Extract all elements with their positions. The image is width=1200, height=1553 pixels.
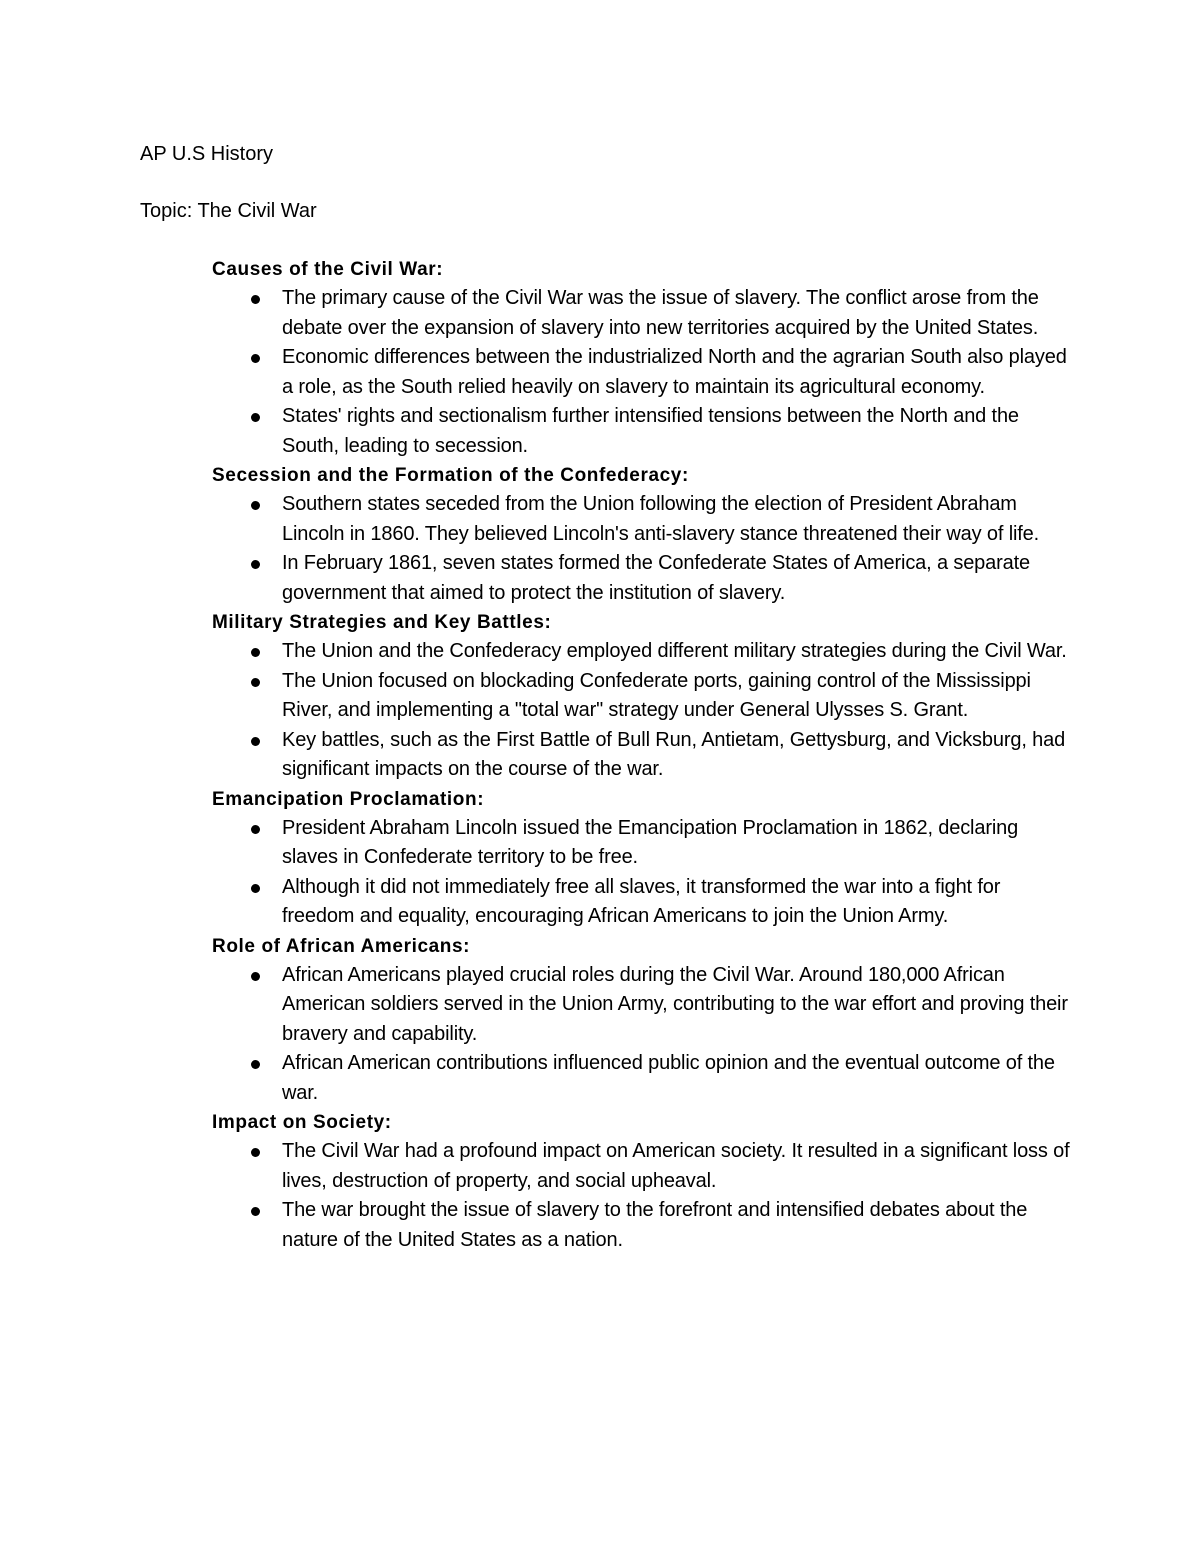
bullet-icon [251,354,260,363]
bullet-icon [251,413,260,422]
notes-section [212,608,1072,785]
notes-section [212,1108,1072,1255]
bullet-item [212,961,1072,1050]
course-title: AP U.S History [140,143,273,165]
bullet-text: The Union and the Confederacy employed different military strategies during the Civil War. [282,640,1067,662]
bullet-text: States' rights and sectionalism further intensified tensions between the North and the South, leading to secession. [282,405,1019,457]
section-heading: Impact on Society: [212,1112,392,1133]
bullet-icon [251,1148,260,1157]
topic-line: Topic: The Civil War [140,200,317,222]
bullet-item [212,549,1072,608]
bullet-text: African Americans played crucial roles during the Civil War. Around 180,000 African American soldiers served in the Union Army, contributing to the war effort and proving their bravery and capability. [282,963,1068,1045]
bullet-item [212,1137,1072,1196]
bullet-item [212,873,1072,932]
bullet-list [212,814,1072,932]
section-heading: Military Strategies and Key Battles: [212,612,552,633]
bullet-text: African American contributions influenced public opinion and the eventual outcome of the war. [282,1052,1055,1104]
bullet-text: The war brought the issue of slavery to the forefront and intensified debates about the nature of the United States as a nation. [282,1199,1028,1251]
bullet-text: Although it did not immediately free all slaves, it transformed the war into a fight for freedom and equality, encouraging African Americans to join the Union Army. [282,875,1001,927]
section-heading: Secession and the Formation of the Confederacy: [212,465,689,486]
bullet-item [212,284,1072,343]
section-heading: Emancipation Proclamation: [212,788,485,810]
bullet-text: Economic differences between the industrialized North and the agrarian South also played a role, as the South relied heavily on slavery to maintain its agricultural economy. [282,346,1067,398]
bullet-list [212,637,1072,785]
notes-sections [212,255,1072,1255]
notes-section [212,461,1072,608]
bullet-item [212,814,1072,873]
bullet-text: Key battles, such as the First Battle of Bull Run, Antietam, Gettysburg, and Vicksburg, had significant impacts on the course of the war. [282,728,1066,780]
bullet-item [212,343,1072,402]
bullet-list [212,1137,1072,1255]
bullet-list [212,961,1072,1109]
bullet-list [212,490,1072,608]
notes-section [212,255,1072,461]
section-heading: Role of African Americans: [212,935,471,957]
bullet-icon [251,560,260,569]
bullet-item [212,402,1072,461]
bullet-icon [251,972,260,981]
bullet-icon [251,648,260,657]
bullet-text: President Abraham Lincoln issued the Emancipation Proclamation in 1862, declaring slaves in Confederate territory to be free. [282,816,1019,868]
bullet-text: The Union focused on blockading Confederate ports, gaining control of the Mississippi River, and implementing a "total war" strategy under General Ulysses S. Grant. [282,669,1031,721]
bullet-icon [251,1207,260,1216]
bullet-icon [251,678,260,687]
bullet-text: Southern states seceded from the Union following the election of President Abraham Lincoln in 1860. They believed Lincoln's anti-slavery stance threatened their way of life. [282,493,1040,545]
bullet-item [212,1049,1072,1108]
bullet-list [212,284,1072,461]
bullet-text: The primary cause of the Civil War was the issue of slavery. The conflict arose from the debate over the expansion of slavery into new territories acquired by the United States. [282,287,1039,339]
bullet-item [212,490,1072,549]
notes-section [212,932,1072,1109]
bullet-item [212,637,1072,667]
bullet-item [212,667,1072,726]
bullet-item [212,1196,1072,1255]
bullet-icon [251,295,260,304]
bullet-icon [251,1060,260,1069]
bullet-icon [251,884,260,893]
bullet-item [212,726,1072,785]
bullet-icon [251,825,260,834]
bullet-icon [251,737,260,746]
bullet-icon [251,501,260,510]
bullet-text: In February 1861, seven states formed the Confederate States of America, a separate government that aimed to protect the institution of slavery. [282,552,1030,604]
notes-section [212,785,1072,932]
bullet-text: The Civil War had a profound impact on American society. It resulted in a significant loss of lives, destruction of property, and social upheaval. [282,1140,1070,1192]
section-heading: Causes of the Civil War: [212,259,444,280]
